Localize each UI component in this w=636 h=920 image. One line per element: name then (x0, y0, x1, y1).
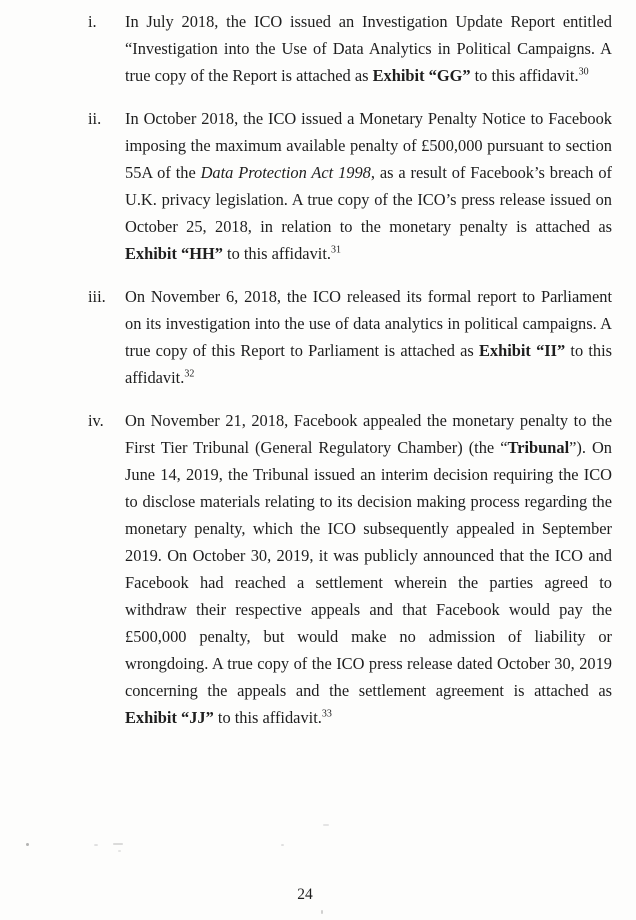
scan-artifact (26, 843, 29, 846)
scan-artifact (323, 824, 329, 826)
page-footer (0, 884, 610, 906)
scan-artifact (113, 843, 123, 845)
scan-artifact (94, 844, 98, 846)
scan-artifact (281, 844, 284, 846)
list-item (0, 105, 636, 267)
paragraph-text: On November 6, 2018, the ICO released its formal report to Parliament on its investigation into the use of data analytics in political campaigns. A true copy of this Report to Parliament is attached as Exhibit “II” to this affidavit.$^{32}$ (125, 287, 612, 387)
list-marker: ii. (88, 109, 102, 128)
list-marker: iii. (88, 287, 106, 306)
affidavit-page-body (0, 8, 636, 747)
paragraph-text: In July 2018, the ICO issued an Investigation Update Report entitled “Investigation into the Use of Data Analytics in Political Campaigns. A true copy of the Report is attached as Exhibit “GG” to this affidavit.$^{30}$ (125, 12, 612, 85)
list-marker: iv. (88, 411, 104, 430)
paragraph-text: In October 2018, the ICO issued a Monetary Penalty Notice to Facebook imposing the maximum available penalty of £500,000 pursuant to section 55A of the Data Protection Act 1998, as a result of Facebook’s breach of U.K. privacy legislation. A true copy of the ICO’s press release issued on October 25, 2018, in relation to the monetary penalty is attached as Exhibit “HH” to this affidavit.$^{31}$ (125, 109, 612, 263)
list-marker: i. (88, 12, 97, 31)
list-item (0, 8, 636, 89)
page-number: 24 (297, 886, 313, 903)
scan-artifact (118, 850, 121, 852)
list-item (0, 283, 636, 391)
paragraph-text: On November 21, 2018, Facebook appealed the monetary penalty to the First Tier Tribunal (General Regulatory Chamber) (the “Tribunal”). On June 14, 2019, the Tribunal issued an interim decision requiring the ICO to disclose materials relating to its decision making process regarding the monetary penalty, which the ICO subsequently appealed in September 2019. On October 30, 2019, it was publicly announced that the ICO and Facebook had reached a settlement wherein the parties agreed to withdraw their respective appeals and that Facebook would pay the £500,000 penalty, but would make no admission of liability or wrongdoing. A true copy of the ICO press release dated October 30, 2019 concerning the appeals and the settlement agreement is attached as Exhibit “JJ” to this affidavit.$^{33}$ (125, 411, 612, 727)
scan-artifact (321, 910, 323, 914)
list-item (0, 407, 636, 731)
